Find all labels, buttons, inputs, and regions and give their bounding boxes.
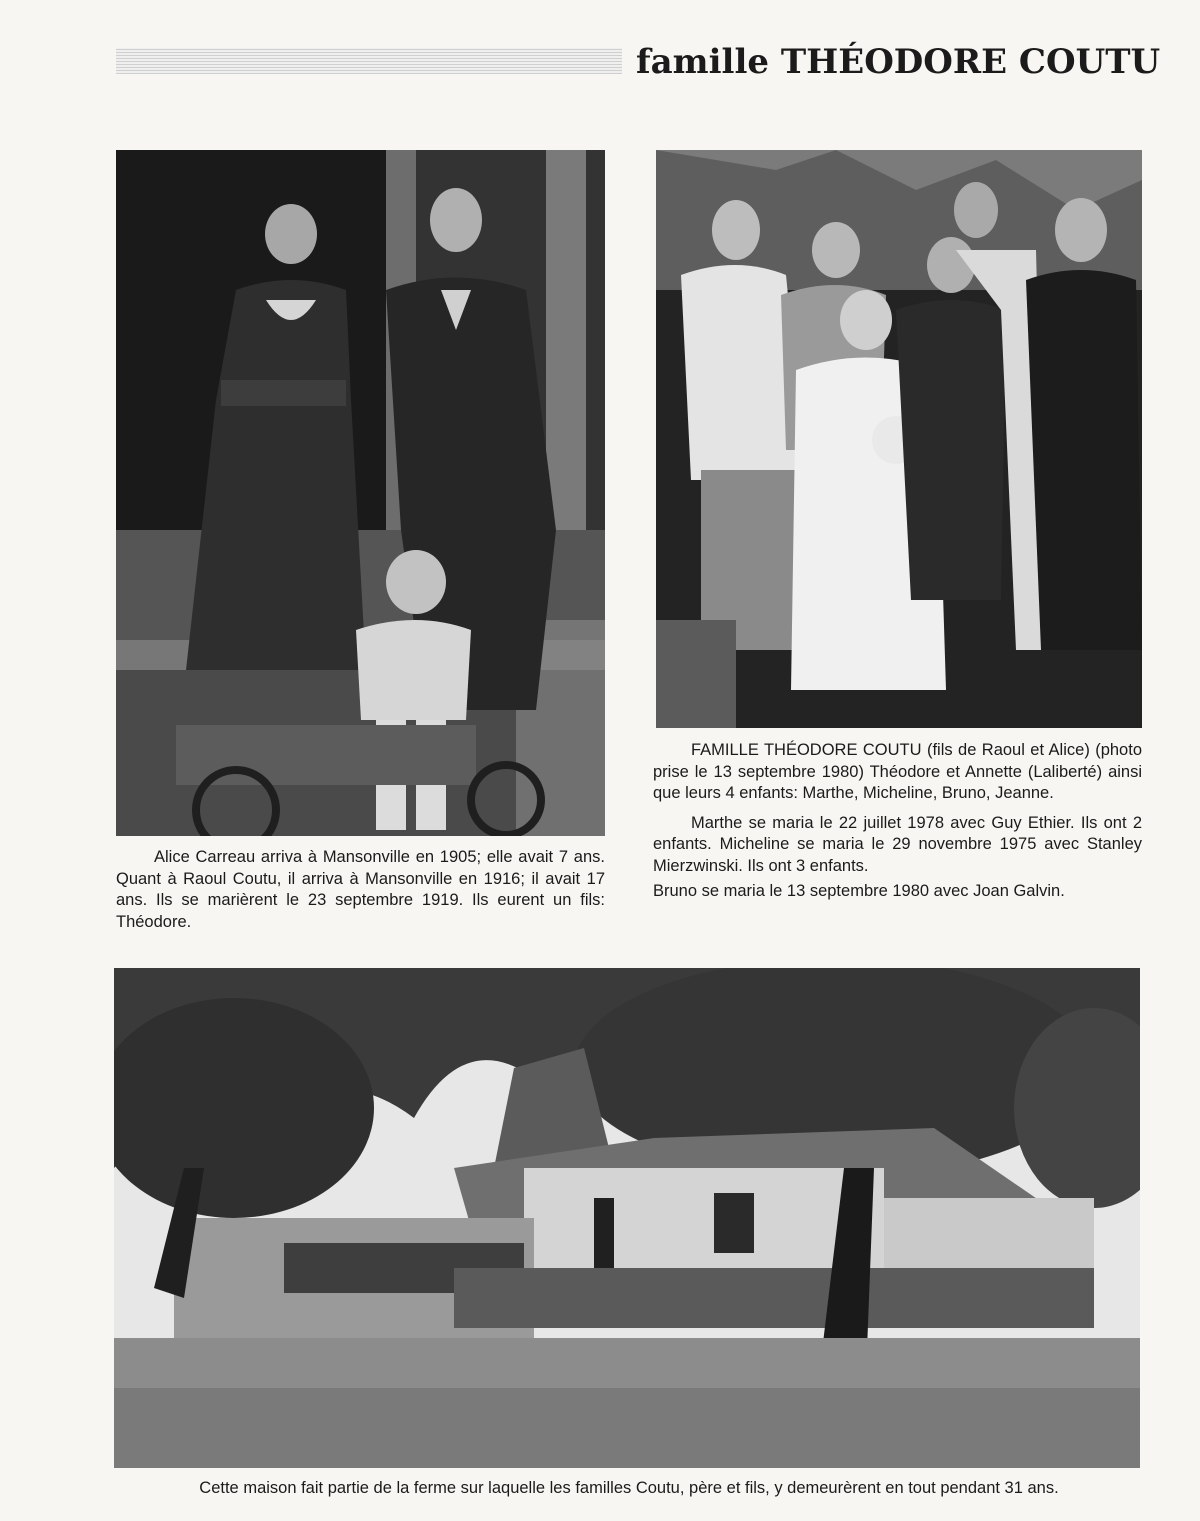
photo-house-image <box>114 968 1140 1468</box>
caption-family-paragraph-1: FAMILLE THÉODORE COUTU (fils de Raoul et Alice) (photo prise le 13 septembre 1980) Théodore et Annette (Laliberté) ainsi que leurs 4 enfants: Marthe, Micheline, Bruno, Jeanne. <box>653 741 1142 802</box>
caption-family-paragraph-2: Marthe se maria le 22 juillet 1978 avec Guy Ethier. Ils ont 2 enfants. Micheline se maria le 29 novembre 1975 avec Stanley Mierzwinski. Ils ont 3 enfants. <box>653 813 1142 875</box>
page-title: famille THÉODORE COUTU <box>636 42 1161 82</box>
photo-parents-image <box>116 150 605 836</box>
caption-parents: Alice Carreau arriva à Mansonville en 1905; elle avait 7 ans. Quant à Raoul Coutu, il arriva à Mansonville en 1916; il avait 17 ans. Ils se marièrent le 23 septembre 1919. Ils eurent un fils: Théodore. <box>116 848 605 931</box>
header-decorative-bar <box>116 48 622 74</box>
caption-family <box>653 740 1142 903</box>
photo-parents-with-child <box>116 150 605 836</box>
photo-family-image <box>656 150 1142 728</box>
photo-wedding-family <box>656 150 1142 728</box>
caption-family-paragraph-3: Bruno se maria le 13 septembre 1980 avec Joan Galvin. <box>653 882 1065 900</box>
caption-house: Cette maison fait partie de la ferme sur laquelle les familles Coutu, père et fils, y demeurèrent en tout pendant 31 ans. <box>199 1479 1059 1497</box>
photo-farmhouse <box>114 968 1140 1468</box>
